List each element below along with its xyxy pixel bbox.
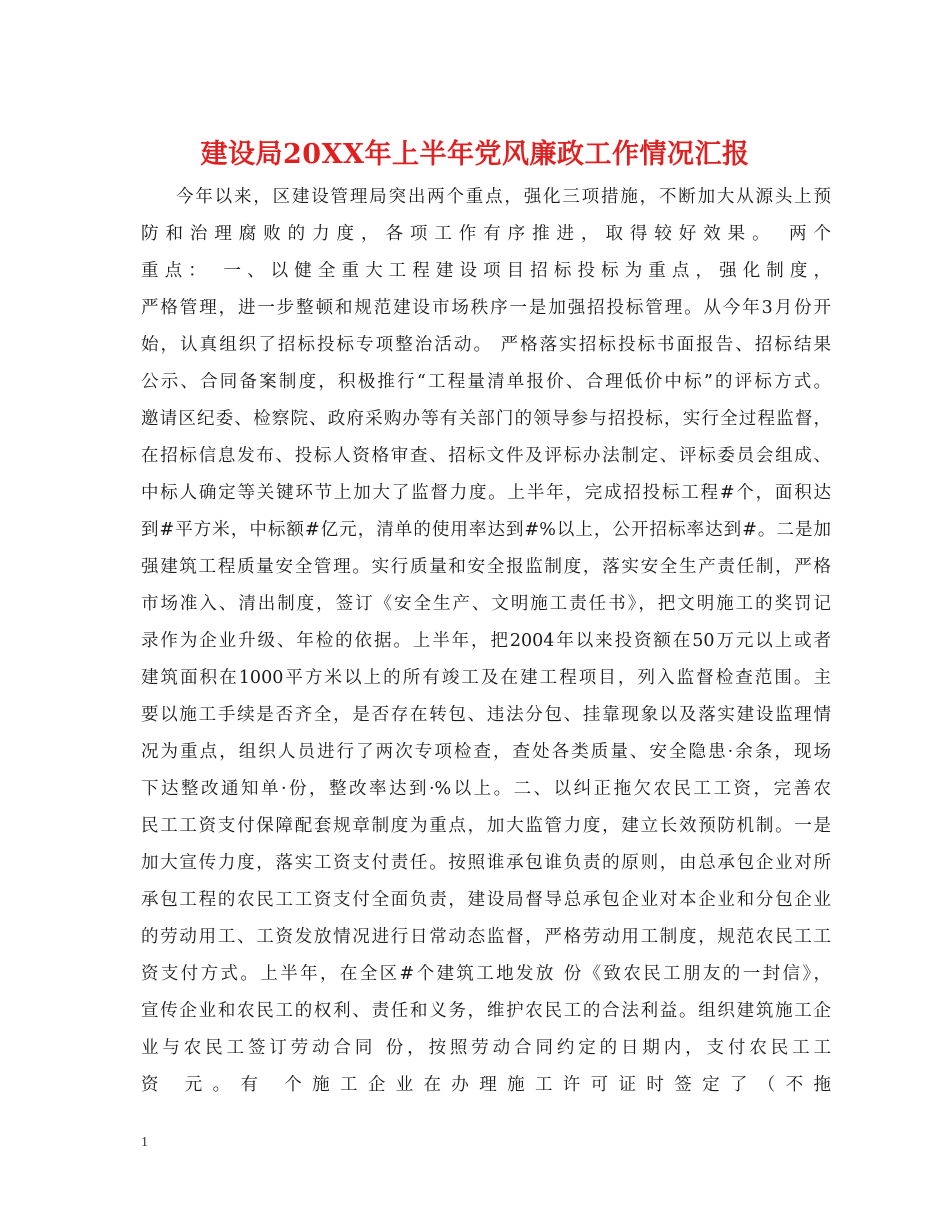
body-line: 始，认真组织了招标投标专项整治活动。 严格落实招标投标书面报告、招标结果 — [141, 335, 831, 355]
body-line: 到#平方米，中标额#亿元，清单的使用率达到#%以上，公开招标率达到#。二是加 — [141, 520, 831, 540]
body-line: 下达整改通知单·份，整改率达到·%以上。二、以纠正拖欠农民工工资，完善农 — [141, 779, 831, 799]
body-line: 民工工资支付保障配套规章制度为重点，加大监管力度，建立长效预防机制。一是 — [141, 816, 831, 836]
body-line: 强建筑工程质量安全管理。实行质量和安全报监制度，落实安全生产责任制，严格 — [141, 557, 831, 577]
body-line: 的劳动用工、工资发放情况进行日常动态监督，严格劳动用工制度，规范农民工工 — [141, 927, 831, 947]
body-line: 邀请区纪委、检察院、政府采购办等有关部门的领导参与招投标，实行全过程监督， — [141, 409, 831, 429]
body-line: 今年以来，区建设管理局突出两个重点，强化三项措施，不断加大从源头上预 — [176, 187, 831, 207]
body-line: 加大宣传力度，落实工资支付责任。按照谁承包谁负责的原则，由总承包企业对所 — [141, 853, 831, 873]
body-line: 况为重点，组织人员进行了两次专项检查，查处各类质量、安全隐患·余条，现场 — [141, 742, 831, 762]
body-line: 严格管理，进一步整顿和规范建设市场秩序一是加强招投标管理。从今年3月份开 — [141, 298, 831, 318]
body-line: 重点： 一、以健全重大工程建设项目招标投标为重点，强化制度， — [141, 261, 831, 281]
body-line: 业与农民工签订劳动合同 份，按照劳动合同约定的日期内，支付农民工工 — [141, 1038, 831, 1058]
body-line: 宣传企业和农民工的权利、责任和义务，维护农民工的合法利益。组织建筑施工企 — [141, 1001, 831, 1021]
document-title: 建设局20XX年上半年党风廉政工作情况汇报 — [200, 139, 750, 170]
body-line: 在招标信息发布、投标人资格审查、招标文件及评标办法制定、评标委员会组成、 — [141, 446, 831, 466]
body-line: 承包工程的农民工工资支付全面负责，建设局督导总承包企业对本企业和分包企业 — [141, 890, 831, 910]
body-line: 建筑面积在1000平方米以上的所有竣工及在建工程项目，列入监督检查范围。主 — [141, 668, 831, 688]
body-line: 资支付方式。上半年，在全区#个建筑工地发放 份《致农民工朋友的一封信》， — [141, 964, 831, 984]
body-line: 录作为企业升级、年检的依据。上半年，把2004年以来投资额在50万元以上或者 — [141, 631, 831, 651]
body-line: 要以施工手续是否齐全，是否存在转包、违法分包、挂靠现象以及落实建设监理情 — [141, 705, 831, 725]
page-number: 1 — [141, 1135, 148, 1150]
document-body — [141, 179, 831, 1104]
body-line: 防和治理腐败的力度，各项工作有序推进，取得较好效果。 两个 — [141, 224, 831, 244]
body-line: 中标人确定等关键环节上加大了监督力度。上半年，完成招投标工程#个，面积达 — [141, 483, 831, 503]
body-line: 资 元。有 个施工企业在办理施工许可证时签定了（不拖 — [141, 1075, 831, 1095]
body-line: 公示、合同备案制度，积极推行“工程量清单报价、合理低价中标”的评标方式。 — [141, 372, 831, 392]
body-line: 市场准入、清出制度，签订《安全生产、文明施工责任书》，把文明施工的奖罚记 — [141, 594, 831, 614]
